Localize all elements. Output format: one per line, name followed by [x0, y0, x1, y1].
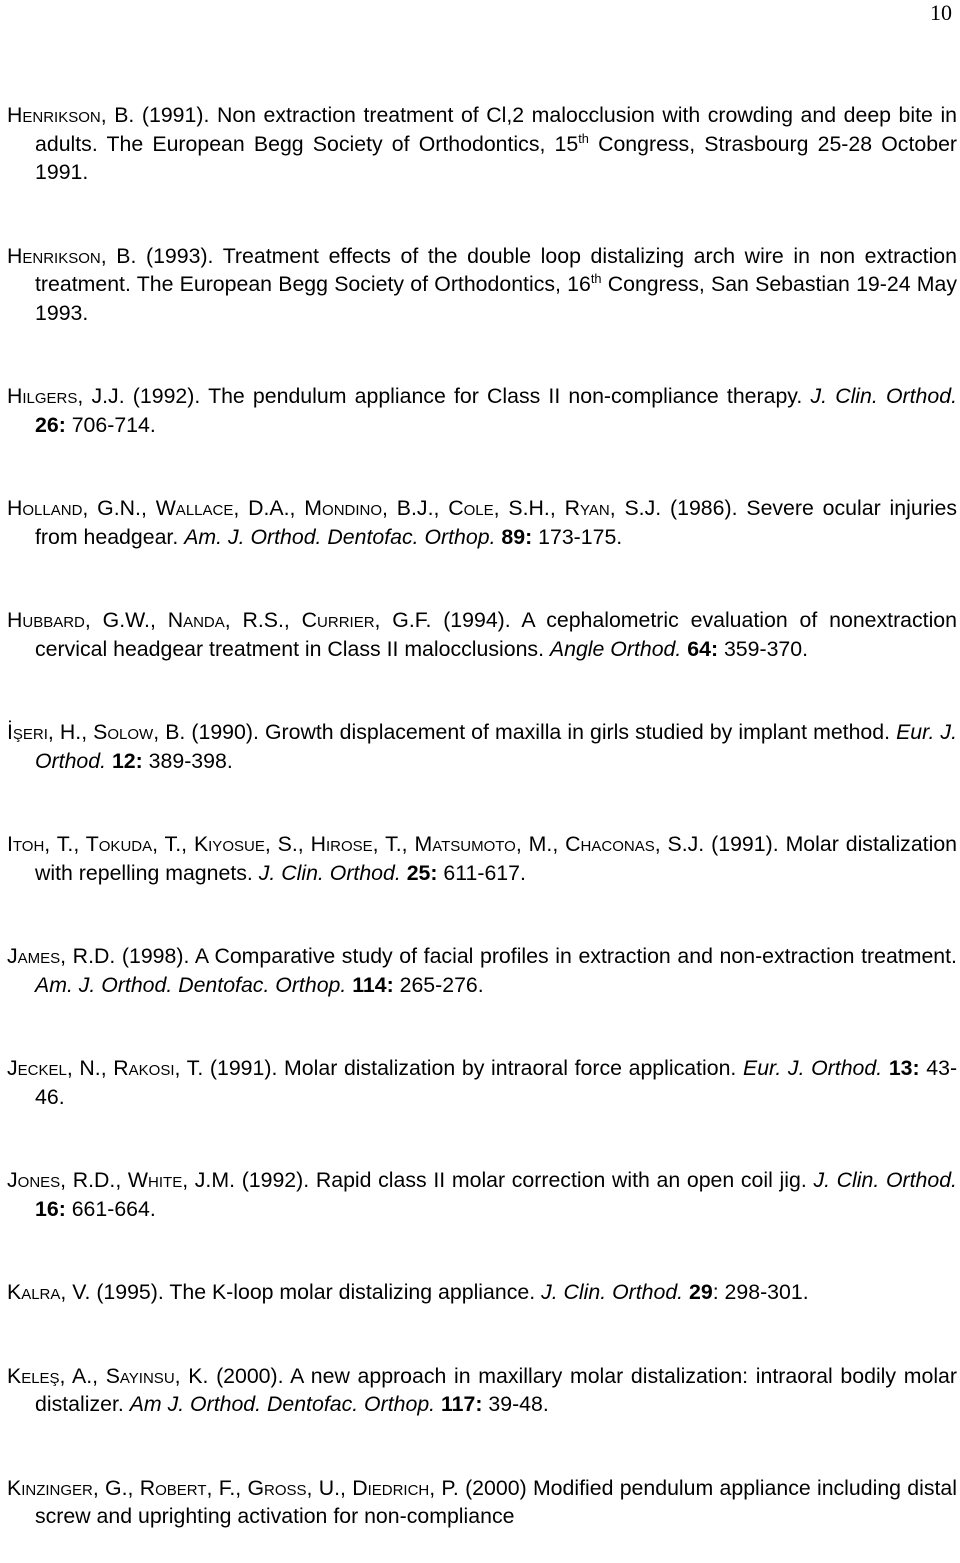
reference-venue: The European Begg Society of Orthodontics, 16	[136, 272, 591, 296]
reference-title: A Comparative study of facial profiles in extraction and non-extraction treatment.	[194, 944, 957, 968]
reference-volume: 12:	[111, 748, 143, 773]
reference-item	[7, 606, 957, 663]
reference-item	[7, 1166, 957, 1223]
reference-year: (2000)	[465, 1475, 527, 1500]
reference-title: A cephalometric evaluation of nonextraction cervical headgear treatment in Class II malocclusions.	[35, 608, 957, 661]
reference-authors: Hubbard, G.W., Nanda, R.S., Currier, G.F.	[7, 608, 432, 632]
ordinal-suffix: th	[590, 270, 602, 286]
reference-pages: 706-714.	[71, 412, 156, 437]
reference-authors: Jones, R.D., White, J.M.	[7, 1168, 236, 1192]
reference-year: (1991).	[209, 1056, 278, 1080]
reference-title: Molar distalization by intraoral force application.	[284, 1056, 737, 1080]
reference-journal: Am. J. Orthod. Dentofac. Orthop.	[35, 972, 347, 997]
reference-authors: Holland, G.N., Wallace, D.A., Mondino, B.J., Cole, S.H., Ryan, S.J.	[7, 496, 662, 520]
reference-item	[7, 242, 957, 328]
reference-authors: Henrikson, B.	[7, 103, 135, 127]
reference-volume: 117:	[441, 1392, 483, 1416]
reference-pages: : 298-301.	[712, 1280, 809, 1304]
reference-year: (1992).	[132, 384, 201, 408]
reference-volume: 16:	[35, 1196, 66, 1221]
reference-title: The pendulum appliance for Class II non-compliance therapy.	[208, 384, 803, 408]
reference-journal: Angle Orthod.	[549, 636, 682, 661]
reference-authors: Henrikson, B.	[7, 243, 137, 268]
reference-item	[7, 830, 957, 887]
reference-pages: 661-664.	[71, 1196, 156, 1221]
reference-year: (1994).	[443, 608, 511, 632]
reference-volume: 25:	[406, 860, 438, 885]
reference-pages: 265-276.	[399, 972, 484, 997]
reference-title: Growth displacement of maxilla in girls studied by implant method.	[264, 720, 891, 744]
reference-item	[7, 1278, 957, 1307]
reference-year: (1993).	[145, 243, 214, 268]
reference-authors: James, R.D.	[7, 944, 116, 968]
reference-authors: İşeri, H., Solow, B.	[7, 720, 186, 744]
reference-authors: Kalra, V.	[7, 1280, 91, 1304]
reference-item	[7, 382, 957, 439]
reference-authors: Hilgers, J.J.	[7, 384, 125, 408]
reference-authors: Kinzinger, G., Robert, F., Gross, U., Diedrich, P.	[7, 1475, 459, 1500]
reference-pages: 173-175.	[538, 524, 623, 549]
reference-year: (1998).	[121, 944, 190, 968]
reference-journal: J. Clin. Orthod.	[541, 1280, 684, 1304]
ordinal-suffix: th	[578, 130, 589, 146]
reference-title: Severe ocular injuries from headgear.	[35, 496, 958, 549]
reference-volume: 29	[689, 1280, 713, 1304]
reference-journal: Eur. J. Orthod.	[35, 720, 957, 773]
reference-title: Treatment effects of the double loop distalizing arch wire in non extraction treatment.	[35, 243, 957, 296]
reference-item	[7, 1362, 957, 1419]
reference-year: (1995).	[96, 1280, 164, 1304]
reference-venue-cont: Congress, Strasbourg 25-28 October 1991.	[35, 131, 958, 184]
reference-authors: Jeckel, N., Rakosi, T.	[7, 1056, 204, 1080]
reference-pages: 43-46.	[35, 1056, 958, 1109]
reference-year: (1986).	[670, 496, 738, 520]
reference-title: Modified pendulum appliance including distal screw and uprighting activation for non-compliance	[35, 1475, 958, 1528]
reference-item	[7, 494, 957, 551]
reference-item	[7, 1474, 957, 1531]
reference-pages: 611-617.	[443, 860, 526, 885]
reference-authors: Itoh, T., Tokuda, T., Kiyosue, S., Hirose, T., Matsumoto, M., Chaconas, S.J.	[7, 832, 705, 856]
reference-volume: 26:	[35, 412, 66, 437]
reference-list	[7, 101, 957, 1531]
reference-journal: J. Clin. Orthod.	[810, 384, 957, 408]
reference-pages: 359-370.	[723, 636, 809, 661]
page-number: 10	[930, 0, 952, 25]
reference-year: (1991).	[711, 832, 779, 856]
reference-volume: 13:	[888, 1056, 920, 1080]
reference-item	[7, 718, 957, 775]
reference-pages: 39-48.	[488, 1392, 549, 1416]
reference-item	[7, 942, 957, 999]
reference-year: (1991).	[141, 103, 210, 127]
reference-item	[7, 1054, 957, 1111]
reference-journal: Am J. Orthod. Dentofac. Orthop.	[129, 1392, 436, 1416]
reference-year: (1992).	[241, 1168, 310, 1192]
reference-journal: Eur. J. Orthod.	[743, 1056, 883, 1080]
reference-journal: Am. J. Orthod. Dentofac. Orthop.	[184, 524, 496, 549]
reference-journal: J. Clin. Orthod.	[813, 1168, 957, 1192]
reference-year: (1990).	[191, 720, 259, 744]
reference-volume: 64:	[687, 636, 719, 661]
reference-volume: 114:	[352, 972, 394, 997]
reference-volume: 89:	[501, 524, 533, 549]
reference-title: Molar distalization with repelling magnets.	[35, 832, 958, 885]
reference-title: A new approach in maxillary molar distalization: intraoral bodily molar distalizer.	[35, 1363, 957, 1416]
reference-venue-cont: Congress, San Sebastian 19-24 May 1993.	[35, 272, 957, 325]
reference-authors: Keleş, A., Sayinsu, K.	[7, 1363, 209, 1388]
reference-item	[7, 101, 957, 187]
reference-year: (2000).	[216, 1363, 284, 1388]
reference-journal: J. Clin. Orthod.	[258, 860, 401, 885]
reference-pages: 389-398.	[148, 748, 233, 773]
reference-title: Non extraction treatment of Cl,2 malocclusion with crowding and deep bite in adults.	[35, 103, 958, 156]
reference-title: Rapid class II molar correction with an open coil jig.	[315, 1168, 807, 1192]
reference-title: The K-loop molar distalizing appliance.	[169, 1280, 536, 1304]
reference-venue: The European Begg Society of Orthodontics, 15	[106, 131, 579, 156]
